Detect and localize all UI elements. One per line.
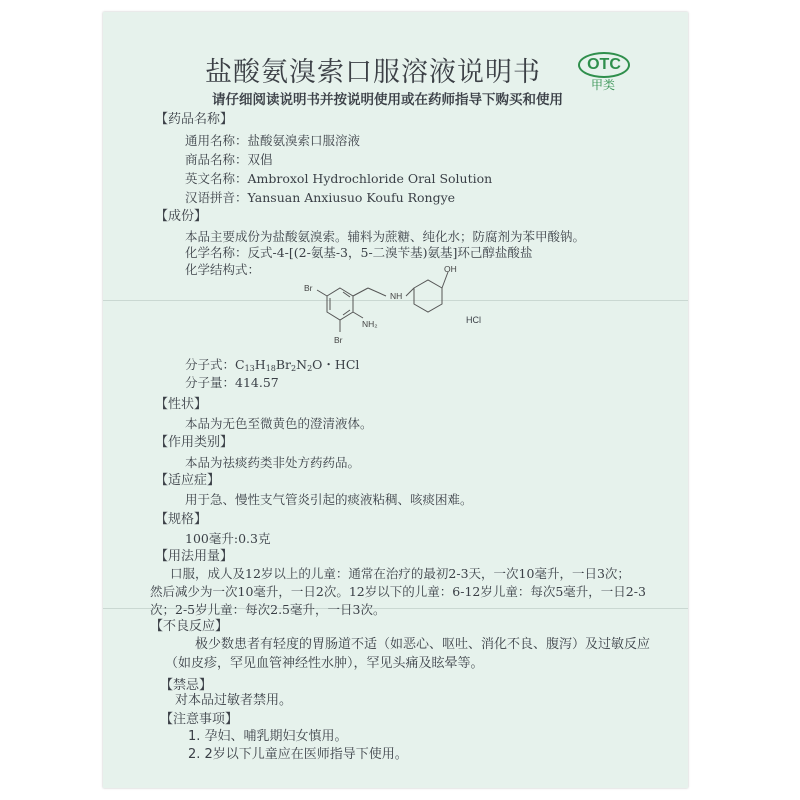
section-heading-specification: 【规格】 (155, 512, 208, 527)
precaution-item: 1. 孕妇、哺乳期妇女慎用。 (188, 729, 348, 744)
section-heading-contraindications: 【禁忌】 (160, 678, 213, 693)
dosage-line: 口服，成人及12岁以上的儿童：通常在治疗的最初2-3天，一次10毫升，一日3次； (170, 566, 630, 581)
section-heading-description: 【性状】 (155, 397, 208, 412)
otc-badge: OTC (578, 52, 630, 78)
generic-name: 通用名称：盐酸氨溴索口服溶液 (185, 133, 361, 148)
trade-name: 商品名称：双倡 (185, 152, 273, 167)
section-heading-drug-name: 【药品名称】 (155, 112, 234, 127)
adverse-line: 极少数患者有轻度的胃肠道不适（如恶心、呕吐、消化不良、腹泻）及过敏反应 (195, 637, 651, 652)
category-text: 本品为祛痰药类非处方药药品。 (185, 455, 361, 470)
section-heading-indications: 【适应症】 (155, 473, 221, 488)
section-heading-dosage: 【用法用量】 (155, 549, 234, 564)
description-text: 本品为无色至微黄色的澄清液体。 (185, 416, 373, 431)
atom-label: NH₂ (362, 319, 378, 329)
atom-label: Br (334, 335, 343, 345)
hcl-label: HCl (466, 315, 481, 325)
english-name: 英文名称：Ambroxol Hydrochloride Oral Solution (185, 171, 493, 186)
dosage-line: 次；2-5岁儿童：每次2.5毫升，一日3次。 (150, 602, 386, 617)
section-heading-precautions: 【注意事项】 (160, 712, 239, 727)
page-title: 盐酸氨溴索口服溶液说明书 (205, 57, 541, 88)
atom-label: NH (390, 291, 403, 301)
dosage-line: 然后减少为一次10毫升，一日2次。12岁以下的儿童：6-12岁儿童：每次5毫升，一日2-3 (150, 584, 646, 599)
specification-text: 100毫升:0.3克 (185, 531, 271, 546)
chemical-name: 化学名称：反式-4-[(2-氨基-3，5-二溴苄基)氨基]环己醇盐酸盐 (185, 245, 533, 260)
indications-text: 用于急、慢性支气管炎引起的痰液粘稠、咳痰困难。 (185, 492, 473, 507)
pinyin-name: 汉语拼音：Yansuan Anxiusuo Koufu Rongye (185, 190, 456, 205)
section-heading-adverse: 【不良反应】 (150, 619, 229, 634)
precaution-item: 2. 2岁以下儿童应在医师指导下使用。 (188, 747, 408, 762)
molecular-formula: 分子式：$C_{13}H_{18}Br_2N_2O$・HCl (185, 357, 360, 373)
ingredients-text: 本品主要成份为盐酸氨溴索。辅料为蔗糖、纯化水；防腐剂为苯甲酸钠。 (185, 229, 586, 244)
section-heading-category: 【作用类别】 (155, 435, 234, 450)
atom-label: OH (444, 264, 457, 274)
usage-warning: 请仔细阅读说明书并按说明使用或在药师指导下购买和使用 (212, 92, 563, 108)
chemical-structure-diagram (290, 250, 500, 360)
molecular-weight: 分子量：414.57 (185, 375, 279, 390)
section-heading-ingredients: 【成份】 (155, 209, 208, 224)
adverse-line: （如皮疹，罕见血管神经性水肿），罕见头痛及眩晕等。 (165, 656, 484, 671)
structure-label: 化学结构式： (185, 262, 261, 277)
atom-label: Br (304, 283, 313, 293)
otc-class-label: 甲类 (591, 78, 616, 92)
contraindications-text: 对本品过敏者禁用。 (175, 693, 293, 708)
